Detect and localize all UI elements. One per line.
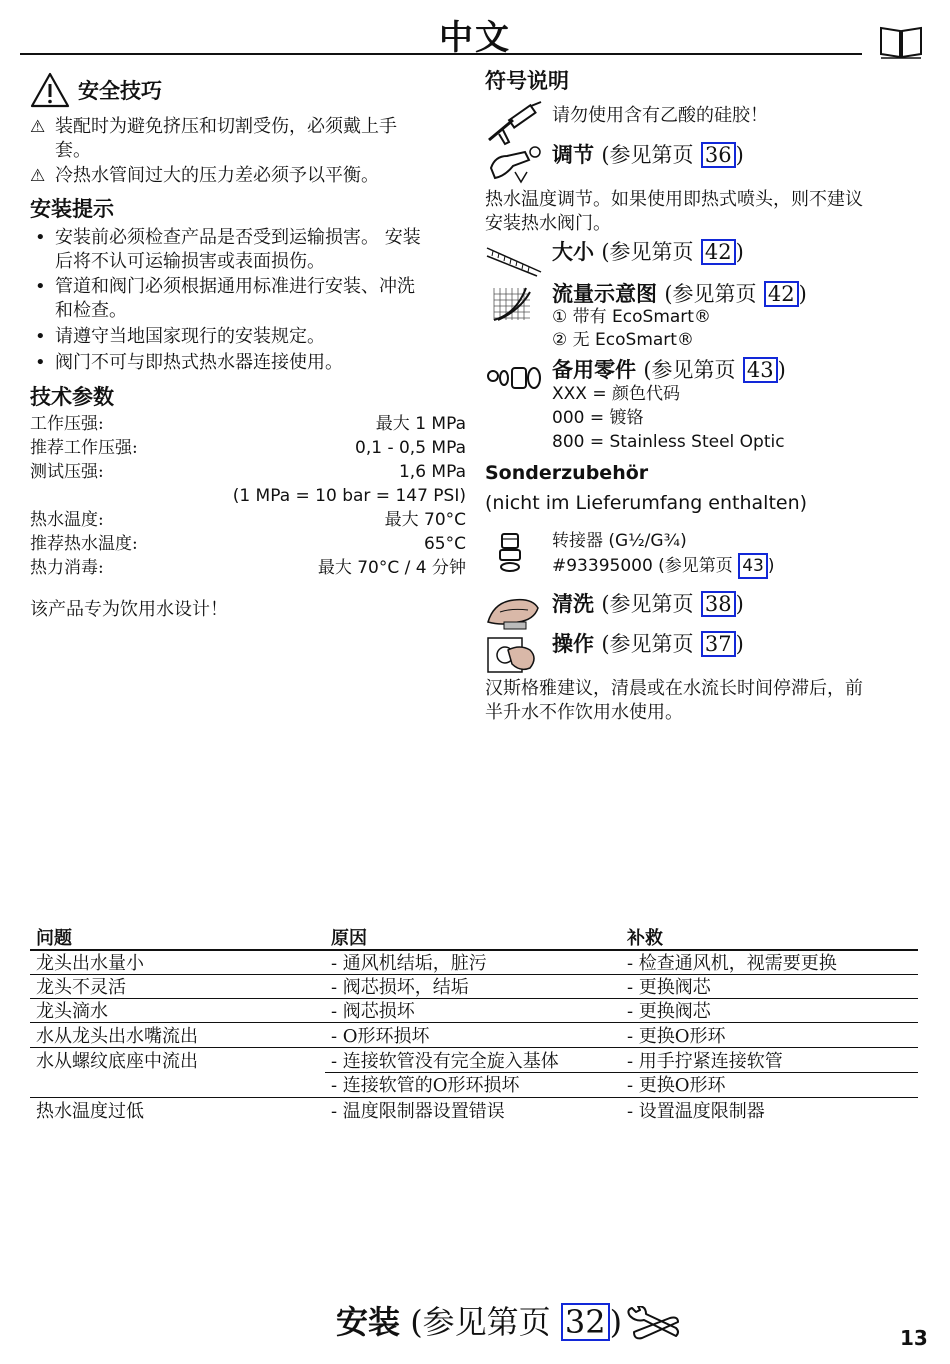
spare-item-2: 000 = 镀铬 bbox=[552, 408, 644, 428]
safety-title: 安全技巧 bbox=[78, 78, 162, 103]
hint-line-3: • 管道和阀门必须根据通用标准进行安装、冲洗 bbox=[55, 275, 415, 299]
table-header-remedy: 补救 bbox=[627, 928, 663, 949]
size-ref: 大小 (参见第页 42 ) bbox=[552, 239, 744, 264]
page-link-43[interactable]: 43 bbox=[738, 553, 768, 579]
page-number: 13 bbox=[900, 1326, 928, 1350]
table-row: - 连接软管的O形环损坏 bbox=[331, 1075, 520, 1096]
adjust-ref: 调节 (参见第页 36 ) bbox=[552, 142, 744, 167]
table-row: 水从螺纹底座中流出 bbox=[36, 1051, 198, 1072]
operation-hand-icon bbox=[484, 634, 542, 676]
tech-row: 热水温度: 最大 70°C bbox=[30, 510, 466, 530]
table-row: - 更换O形环 bbox=[627, 1075, 726, 1096]
page-link-38[interactable]: 38 bbox=[701, 591, 736, 617]
hint-line-2: 后将不认可运输损害或表面损伤。 bbox=[55, 251, 325, 272]
flow-chart-icon bbox=[490, 284, 534, 324]
table-header-cause: 原因 bbox=[331, 928, 367, 949]
table-divider bbox=[325, 1072, 918, 1073]
spare-item-3: 800 = Stainless Steel Optic bbox=[552, 432, 785, 452]
page-link-36[interactable]: 36 bbox=[701, 142, 736, 168]
page-link-42[interactable]: 42 bbox=[701, 239, 736, 265]
final-note-2: 半升水不作饮用水使用。 bbox=[485, 702, 683, 723]
table-row: 水从龙头出水嘴流出 bbox=[36, 1026, 198, 1047]
accessory-title: Sonderzubehör bbox=[485, 462, 649, 484]
table-header-problem: 问题 bbox=[36, 928, 72, 949]
table-row: 热水温度过低 bbox=[36, 1101, 144, 1122]
flow-item-1: ① 带有 EcoSmart® bbox=[552, 307, 711, 327]
table-row: - 更换阀芯 bbox=[627, 977, 711, 998]
table-divider bbox=[30, 1022, 918, 1023]
warning-small-icon: ⚠ bbox=[30, 117, 46, 137]
hint-line-4: 和检查。 bbox=[55, 300, 127, 321]
hint-line-5: • 请遵守当地国家现行的安装规定。 bbox=[55, 325, 325, 349]
tech-title: 技术参数 bbox=[30, 384, 114, 409]
warning-icon bbox=[30, 72, 70, 108]
table-row: - 更换O形环 bbox=[627, 1026, 726, 1047]
hint-line-1: • 安装前必须检查产品是否受到运输损害。 安装 bbox=[55, 226, 421, 250]
accessory-subtitle: (nicht im Lieferumfang enthalten) bbox=[485, 492, 808, 514]
tech-row: 热力消毒: 最大 70°C / 4 分钟 bbox=[30, 558, 466, 578]
safety-line-3: 冷热水管间过大的压力差必须予以平衡。 bbox=[55, 165, 379, 186]
table-row: - 连接软管没有完全旋入基体 bbox=[331, 1051, 559, 1072]
spare-item-1: XXX = 颜色代码 bbox=[552, 384, 680, 404]
symbols-title: 符号说明 bbox=[485, 68, 569, 93]
spare-ref: 备用零件 (参见第页 43 ) bbox=[552, 357, 786, 382]
page-link-43[interactable]: 43 bbox=[743, 357, 778, 383]
table-row: - 更换阀芯 bbox=[627, 1001, 711, 1022]
page-link-37[interactable]: 37 bbox=[701, 631, 736, 657]
install-footer-ref: 安装 (参见第页 32 ) bbox=[336, 1303, 623, 1341]
table-row: 龙头出水量小 bbox=[36, 953, 144, 974]
adapter-label: 转接器 (G½/G¾) bbox=[552, 531, 687, 551]
table-row: - 阀芯损坏，结垢 bbox=[331, 977, 469, 998]
final-note-1: 汉斯格雅建议，清晨或在水流长时间停滞后，前 bbox=[485, 678, 863, 699]
adapter-icon bbox=[495, 530, 525, 574]
drinking-water-note: 该产品专为饮用水设计！ bbox=[30, 599, 228, 620]
table-row: 龙头滴水 bbox=[36, 1001, 108, 1022]
page-link-42[interactable]: 42 bbox=[764, 281, 799, 307]
table-divider bbox=[30, 949, 918, 951]
page-link-32[interactable]: 32 bbox=[561, 1303, 610, 1341]
flow-item-2: ② 无 EcoSmart® bbox=[552, 330, 694, 350]
table-row: - 检查通风机，视需要更换 bbox=[627, 953, 837, 974]
table-divider bbox=[30, 974, 918, 975]
install-hints-title: 安装提示 bbox=[30, 196, 114, 221]
table-divider bbox=[30, 1047, 918, 1048]
clean-ref: 清洗 (参见第页 38 ) bbox=[552, 591, 744, 616]
table-row: - 温度限制器设置错误 bbox=[331, 1101, 505, 1122]
tech-row: 推荐热水温度: 65°C bbox=[30, 534, 466, 554]
safety-line-1: 装配时为避免挤压和切割受伤，必须戴上手 bbox=[55, 116, 397, 137]
spare-parts-icon bbox=[484, 360, 544, 396]
operate-ref: 操作 (参见第页 37 ) bbox=[552, 631, 744, 656]
table-divider bbox=[30, 1097, 918, 1098]
adjust-note-1: 热水温度调节。如果使用即热式喷头，则不建议 bbox=[485, 189, 863, 210]
adjust-icon bbox=[485, 142, 545, 186]
title-divider bbox=[20, 53, 862, 55]
tech-row: 测试压强: 1,6 MPa bbox=[30, 462, 466, 482]
table-row: - 设置温度限制器 bbox=[627, 1101, 765, 1122]
adjust-note-2: 安装热水阀门。 bbox=[485, 213, 611, 234]
table-row: 龙头不灵活 bbox=[36, 977, 126, 998]
safety-line-2: 套。 bbox=[55, 140, 91, 161]
silicone-warning: 请勿使用含有乙酸的硅胶！ bbox=[552, 105, 768, 126]
wrench-icon bbox=[624, 1306, 682, 1342]
tech-row: 推荐工作压强: 0,1 - 0,5 MPa bbox=[30, 438, 466, 458]
silicone-gun-icon bbox=[485, 100, 545, 146]
table-row: - O形环损坏 bbox=[331, 1026, 430, 1047]
tech-row: 工作压强: 最大 1 MPa bbox=[30, 414, 466, 434]
flow-ref: 流量示意图 (参见第页 42 ) bbox=[552, 281, 807, 306]
table-row: - 阀芯损坏 bbox=[331, 1001, 415, 1022]
table-row: - 用手拧紧连接软管 bbox=[627, 1051, 783, 1072]
language-title: 中文 bbox=[439, 18, 511, 58]
cleaning-hand-icon bbox=[484, 592, 542, 632]
adapter-ref: #93395000 (参见第页 43 ) bbox=[552, 553, 775, 579]
table-divider bbox=[30, 998, 918, 999]
ruler-icon bbox=[485, 242, 543, 278]
warning-small-icon: ⚠ bbox=[30, 166, 46, 186]
hint-line-6: • 阀门不可与即热式热水器连接使用。 bbox=[55, 351, 343, 375]
table-row: - 通风机结垢，脏污 bbox=[331, 953, 487, 974]
book-icon bbox=[878, 24, 924, 60]
